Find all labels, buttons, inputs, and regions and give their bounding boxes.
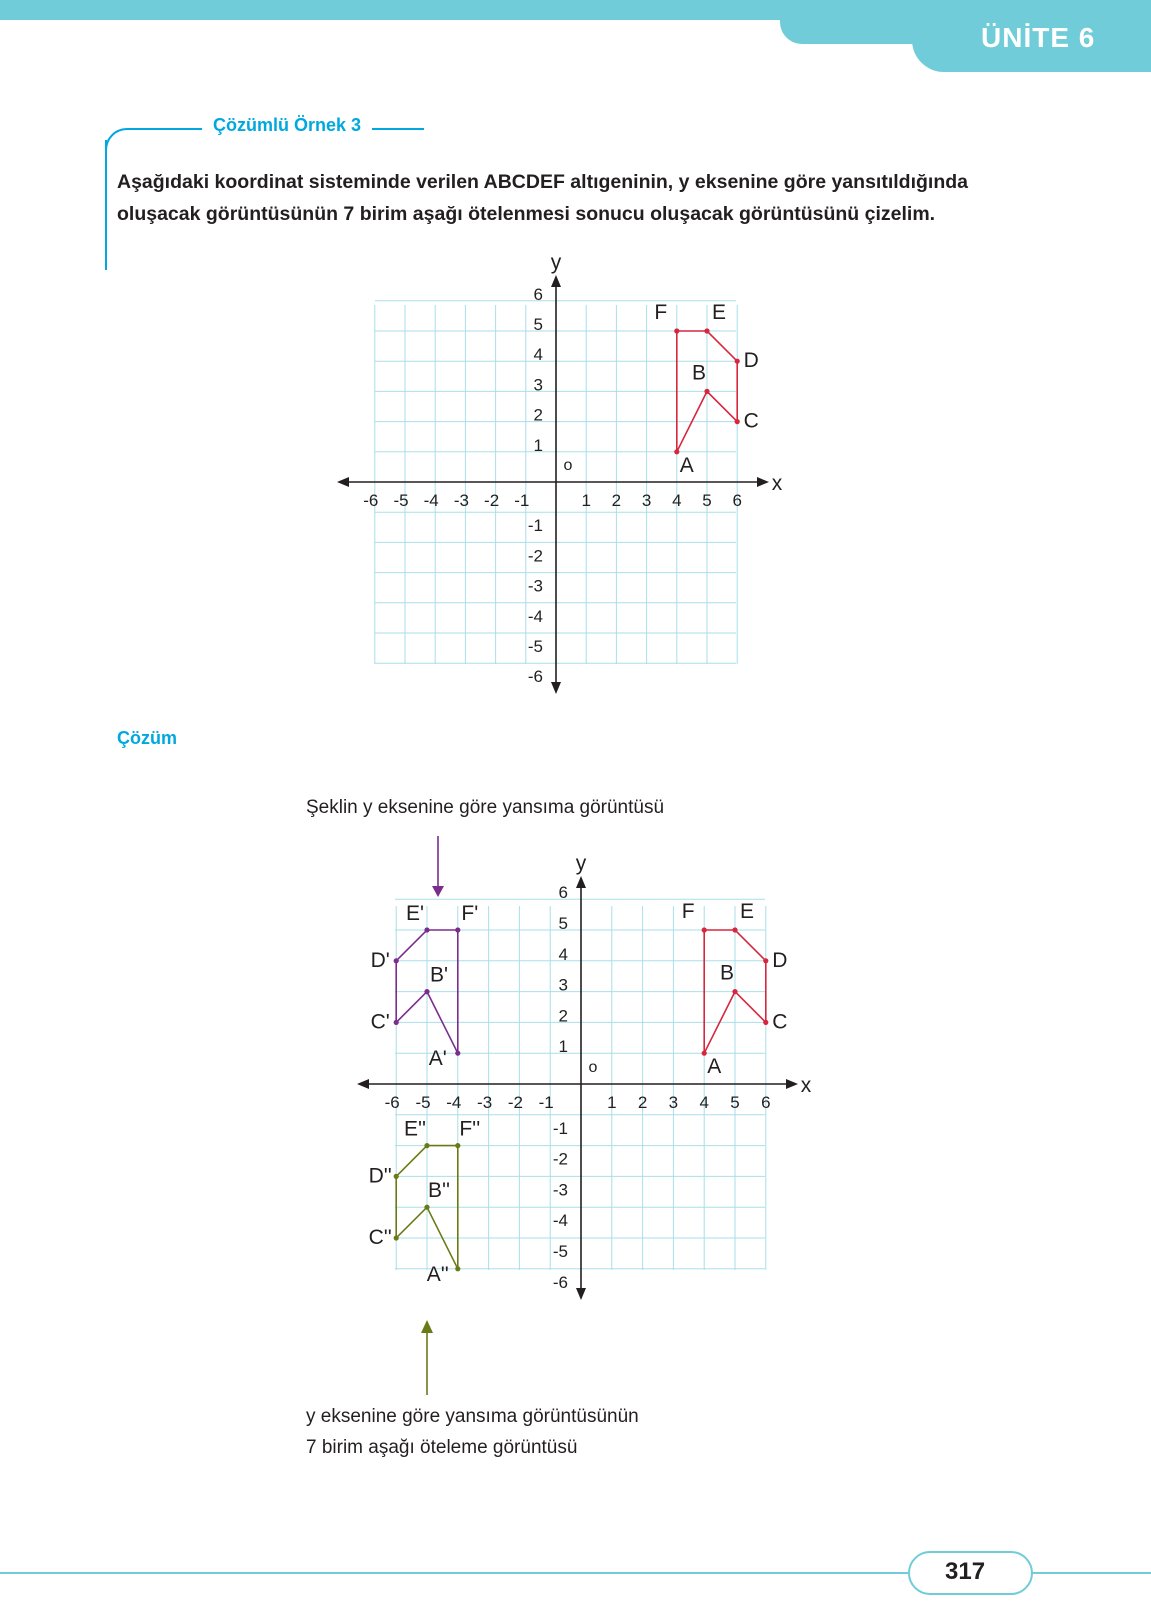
- y-tick-label: 5: [558, 914, 568, 933]
- translation-note-line-1: y eksenine göre yansıma görüntüsünün: [306, 1406, 639, 1427]
- x-axis-label: x: [771, 472, 783, 495]
- vertex-point: [674, 328, 679, 333]
- y-tick-label: -4: [552, 1211, 568, 1231]
- x-tick-label: -2: [484, 491, 500, 510]
- x-axis-arrow-right: [757, 477, 769, 487]
- y-tick-label: -4: [527, 606, 543, 626]
- y-tick-label: -1: [527, 516, 543, 536]
- x-tick-label: 2: [637, 1093, 648, 1112]
- origin-label: o: [588, 1059, 598, 1076]
- vertex-label: B: [691, 361, 707, 385]
- vertex-label: B': [429, 963, 449, 987]
- translation-note-line-2: 7 birim aşağı öteleme görüntüsü: [306, 1437, 578, 1458]
- vertex-point: [702, 1051, 707, 1056]
- vertex-label: F'': [459, 1117, 481, 1141]
- y-tick-label: 1: [533, 435, 543, 455]
- y-axis-label: y: [575, 852, 587, 875]
- y-tick-label: -6: [527, 667, 543, 687]
- unit-label: ÜNİTE 6: [981, 22, 1096, 53]
- y-axis-label: y: [550, 251, 562, 274]
- reflection-note: Şeklin y eksenine göre yansıma görüntüsü: [306, 797, 665, 818]
- y-tick-label: -5: [552, 1242, 568, 1261]
- vertex-point: [674, 449, 679, 454]
- vertex-label: F': [461, 902, 479, 925]
- x-tick-label: -6: [363, 491, 379, 510]
- vertex-label: B'': [427, 1179, 451, 1203]
- x-tick-label: -5: [415, 1093, 431, 1112]
- vertex-point: [455, 1051, 460, 1056]
- vertex-label: E: [739, 900, 755, 923]
- vertex-point: [424, 989, 429, 994]
- vertex-label: F: [654, 301, 668, 324]
- vertex-label: F: [681, 900, 695, 923]
- vertex-label: C'': [368, 1226, 392, 1249]
- vertex-point: [394, 1174, 399, 1179]
- vertex-point: [735, 419, 740, 424]
- x-tick-label: -3: [453, 491, 469, 510]
- x-tick-label: -2: [507, 1093, 523, 1112]
- x-tick-label: -4: [446, 1093, 462, 1112]
- vertex-point: [763, 1020, 768, 1025]
- vertex-point: [394, 958, 399, 963]
- x-tick-label: -1: [514, 491, 530, 510]
- vertex-point: [704, 328, 709, 333]
- vertex-label: D': [370, 948, 390, 972]
- vertex-label: C: [743, 409, 759, 433]
- vertex-point: [424, 1143, 429, 1148]
- vertex-point: [735, 359, 740, 364]
- y-axis-arrow-up: [551, 275, 561, 287]
- y-tick-label: 4: [558, 944, 568, 964]
- vertex-point: [455, 927, 460, 932]
- example-title: Çözümlü Örnek 3: [213, 115, 362, 135]
- x-axis-arrow-left: [357, 1079, 369, 1089]
- x-tick-label: -6: [384, 1093, 400, 1112]
- x-tick-label: -5: [393, 491, 409, 510]
- y-axis-arrow-down: [576, 1288, 586, 1300]
- y-tick-label: -3: [527, 576, 543, 596]
- translation-arrow: [421, 1320, 433, 1395]
- question-line-2: oluşacak görüntüsünün 7 birim aşağı ötelenmesi sonucu oluşacak görüntüsünü çizelim.: [117, 203, 936, 225]
- y-tick-label: 3: [558, 975, 568, 995]
- page-number: 317: [945, 1558, 986, 1585]
- coordinate-plane-solution: [357, 852, 812, 1300]
- vertex-label: A': [428, 1047, 447, 1071]
- y-axis-arrow-down: [551, 682, 561, 694]
- vertex-point: [702, 927, 707, 932]
- x-axis-arrow-right: [786, 1079, 798, 1089]
- vertex-label: B: [719, 961, 735, 985]
- x-axis-label: x: [800, 1074, 812, 1097]
- y-tick-label: -1: [552, 1118, 568, 1138]
- vertex-point: [424, 927, 429, 932]
- x-tick-label: -1: [538, 1093, 554, 1112]
- y-tick-label: 1: [558, 1037, 568, 1057]
- y-tick-label: 2: [558, 1006, 568, 1026]
- vertex-point: [763, 958, 768, 963]
- vertex-label: E': [405, 902, 425, 925]
- vertex-point: [704, 389, 709, 394]
- solution-title: Çözüm: [117, 728, 177, 748]
- x-tick-label: 5: [702, 491, 712, 510]
- y-tick-label: 6: [533, 284, 543, 304]
- y-tick-label: 6: [558, 883, 568, 903]
- x-tick-label: 5: [730, 1093, 740, 1112]
- y-tick-label: 3: [533, 375, 543, 395]
- y-tick-label: -2: [552, 1149, 568, 1169]
- vertex-label: D: [772, 948, 788, 972]
- vertex-point: [732, 927, 737, 932]
- vertex-label: D'': [368, 1164, 392, 1188]
- vertex-label: A: [679, 453, 694, 477]
- question-line-1: Aşağıdaki koordinat sisteminde verilen ABCDEF altıgeninin, y eksenine göre yansıtıldığında: [117, 171, 968, 193]
- x-tick-label: -3: [477, 1093, 493, 1112]
- x-tick-label: 6: [761, 1093, 771, 1112]
- coordinate-plane-original: [337, 251, 783, 694]
- x-tick-label: 3: [641, 491, 652, 510]
- vertex-point: [732, 989, 737, 994]
- y-tick-label: -3: [552, 1180, 568, 1200]
- vertex-label: A'': [426, 1262, 449, 1286]
- vertex-point: [394, 1235, 399, 1240]
- y-axis-arrow-up: [576, 876, 586, 888]
- x-tick-label: 3: [668, 1093, 679, 1112]
- y-tick-label: -6: [552, 1272, 568, 1292]
- vertex-label: C': [370, 1010, 390, 1034]
- vertex-label: E: [711, 301, 727, 324]
- vertex-label: A: [707, 1055, 722, 1079]
- vertex-label: C: [772, 1010, 788, 1034]
- vertex-point: [424, 1205, 429, 1210]
- x-tick-label: 4: [672, 491, 682, 510]
- y-tick-label: -2: [527, 546, 543, 566]
- origin-label: o: [563, 457, 573, 474]
- y-tick-label: -5: [527, 637, 543, 656]
- x-axis-arrow-left: [337, 477, 349, 487]
- y-tick-label: 2: [533, 405, 543, 425]
- reflection-arrow: [432, 836, 444, 897]
- x-tick-label: 2: [611, 491, 622, 510]
- x-tick-label: 1: [607, 1093, 617, 1112]
- x-tick-label: 4: [699, 1093, 709, 1112]
- vertex-label: D: [743, 349, 759, 373]
- x-tick-label: 6: [732, 491, 742, 510]
- vertex-point: [455, 1143, 460, 1148]
- x-tick-label: 1: [581, 491, 591, 510]
- vertex-label: E'': [403, 1117, 427, 1141]
- y-tick-label: 5: [533, 315, 543, 334]
- vertex-point: [394, 1020, 399, 1025]
- y-tick-label: 4: [533, 345, 543, 365]
- x-tick-label: -4: [423, 491, 439, 510]
- vertex-point: [455, 1266, 460, 1271]
